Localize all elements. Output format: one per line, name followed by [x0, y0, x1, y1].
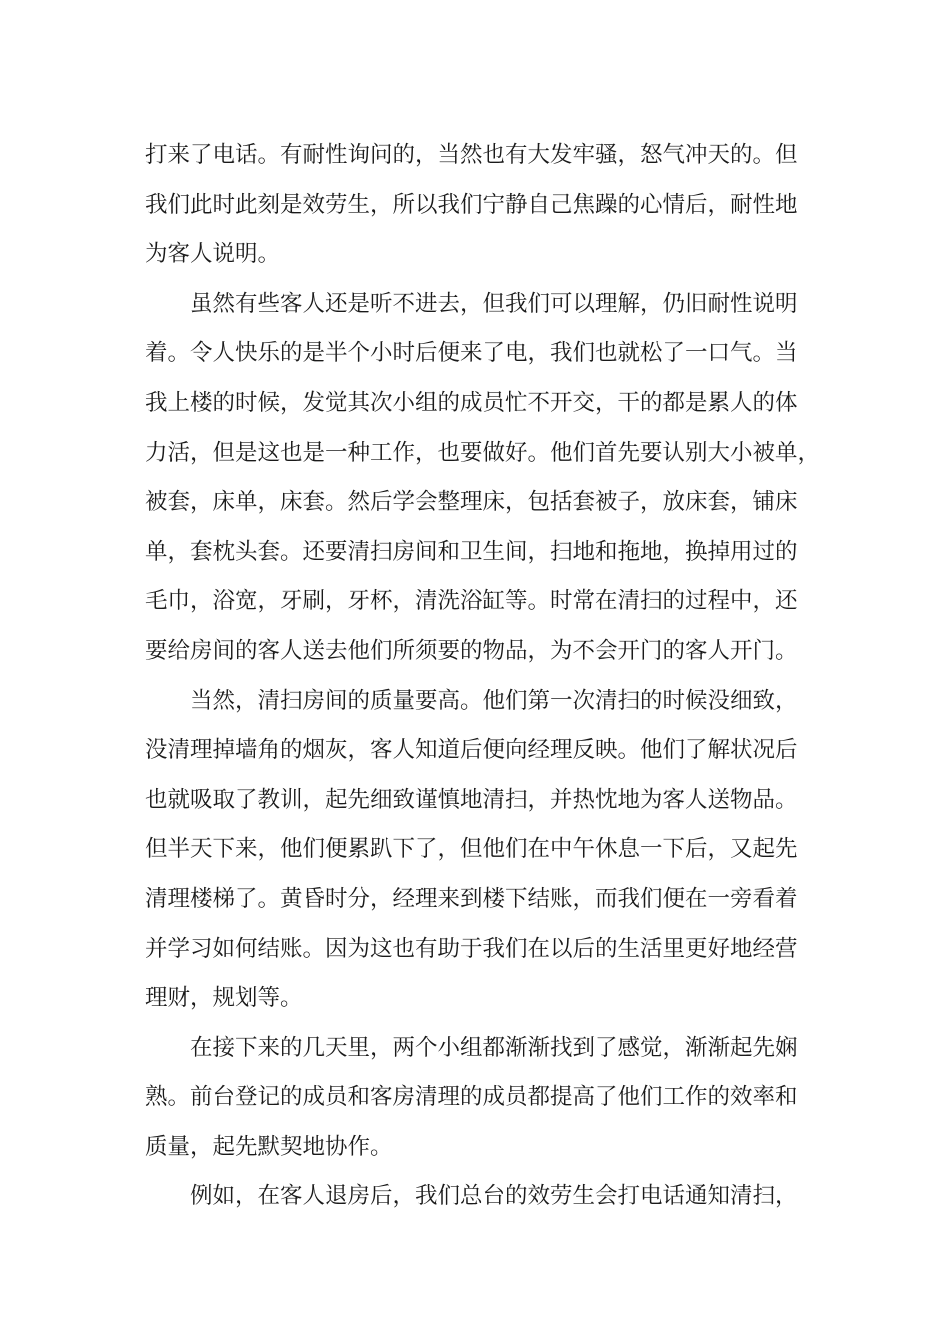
text-line: 理财，规划等。 — [145, 985, 303, 1012]
paragraph-first-line: 在接下来的几天里，两个小组都渐渐找到了感觉，渐渐起先娴 — [190, 1034, 798, 1061]
text-line: 要给房间的客人送去他们所须要的物品，为不会开门的客人开门。 — [145, 637, 798, 664]
paragraph-first-line: 虽然有些客人还是听不进去，但我们可以理解，仍旧耐性说明 — [190, 290, 798, 317]
text-line: 我们此时此刻是效劳生，所以我们宁静自己焦躁的心情后，耐性地 — [145, 191, 798, 218]
text-line: 单，套枕头套。还要清扫房间和卫生间，扫地和拖地，换掉用过的 — [145, 538, 798, 565]
text-line: 没清理掉墙角的烟灰，客人知道后便向经理反映。他们了解状况后 — [145, 737, 798, 764]
text-line: 着。令人快乐的是半个小时后便来了电，我们也就松了一口气。当 — [145, 340, 798, 367]
text-line: 质量，起先默契地协作。 — [145, 1133, 393, 1160]
paragraph-first-line: 例如，在客人退房后，我们总台的效劳生会打电话通知清扫， — [190, 1183, 798, 1210]
text-line: 为客人说明。 — [145, 241, 281, 268]
paragraph-first-line: 当然，清扫房间的质量要高。他们第一次清扫的时候没细致， — [190, 687, 798, 714]
text-line: 但半天下来，他们便累趴下了，但他们在中午休息一下后，又起先 — [145, 836, 798, 863]
text-line: 清理楼梯了。黄昏时分，经理来到楼下结账，而我们便在一旁看着 — [145, 885, 798, 912]
text-line: 力活，但是这也是一种工作，也要做好。他们首先要认别大小被单， — [145, 439, 821, 466]
body-text — [145, 131, 835, 1222]
text-line: 并学习如何结账。因为这也有助于我们在以后的生活里更好地经营 — [145, 935, 798, 962]
text-line: 毛巾，浴宽，牙刷，牙杯，清洗浴缸等。时常在清扫的过程中，还 — [145, 588, 798, 615]
text-line: 我上楼的时候，发觉其次小组的成员忙不开交，干的都是累人的体 — [145, 389, 798, 416]
text-line: 被套，床单，床套。然后学会整理床，包括套被子，放床套，铺床 — [145, 489, 798, 516]
text-line: 熟。前台登记的成员和客房清理的成员都提高了他们工作的效率和 — [145, 1084, 798, 1111]
text-line: 也就吸取了教训，起先细致谨慎地清扫，并热忱地为客人送物品。 — [145, 786, 798, 813]
text-line: 打来了电话。有耐性询问的，当然也有大发牢骚，怒气冲天的。但 — [145, 142, 798, 168]
